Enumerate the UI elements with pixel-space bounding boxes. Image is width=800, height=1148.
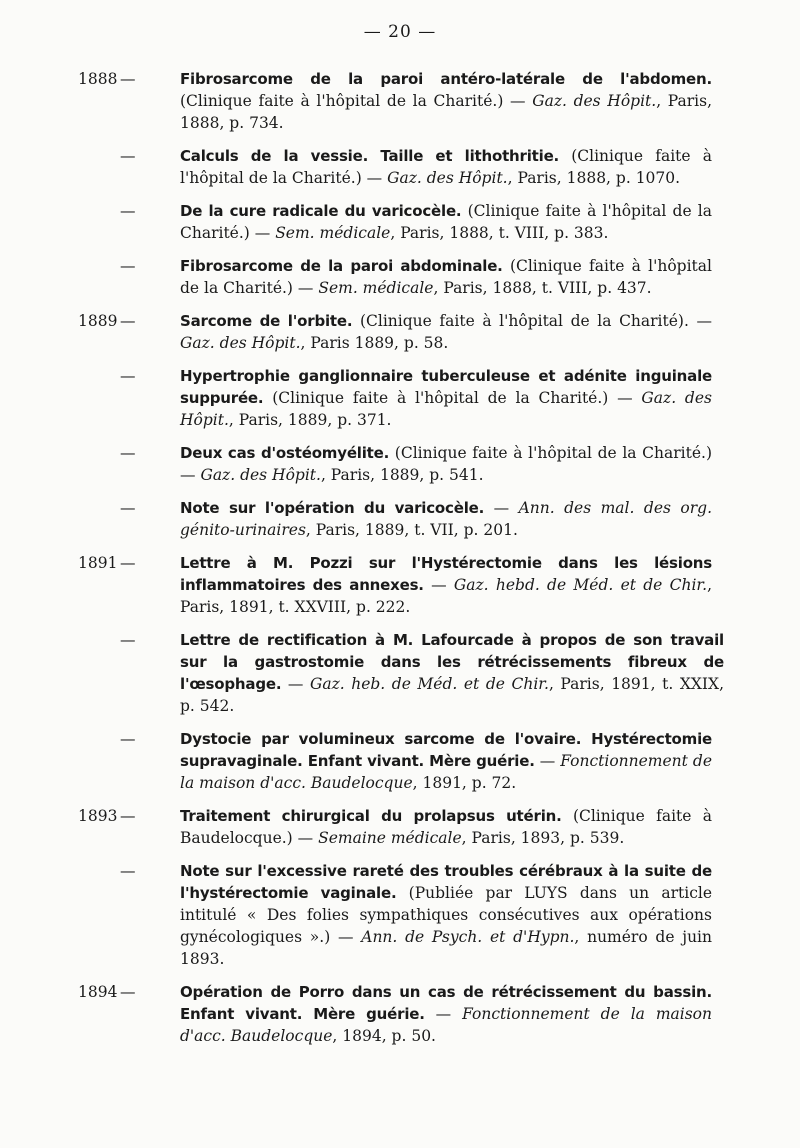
list-item <box>0 497 800 541</box>
entry-source: (Clinique faite à l'hôpital de la Charité.) — <box>180 92 533 110</box>
entry-dash: — <box>120 807 136 825</box>
entry-title: Dystocie par volumineux sarcome de l'ovaire. Hystérectomie supravaginale. Enfant vivant. Mère guérie. <box>180 730 712 770</box>
entry-title: De la cure radicale du varicocèle. <box>180 202 462 220</box>
entry-journal: Semaine médicale <box>318 829 462 847</box>
entry-dash: — <box>120 554 136 572</box>
entry-dash: — <box>120 862 136 880</box>
entry-title: Traitement chirurgical du prolapsus utérin. <box>180 807 562 825</box>
list-item <box>0 200 800 244</box>
entry-reference: , Paris, 1888, t. VIII, p. 383. <box>390 224 609 242</box>
list-item <box>0 981 800 1047</box>
entry-journal: Gaz. des Hôpit. <box>200 466 321 484</box>
entry-reference: , Paris, 1891, t. XXVIII, p. 222. <box>180 576 712 616</box>
entry-title: Note sur l'opération du varicocèle. <box>180 499 485 517</box>
entry-year: 1889 <box>78 312 118 330</box>
entry-journal: Gaz. des Hôpit. <box>532 92 657 110</box>
entry-source: (Clinique faite à Baudelocque.) — <box>180 807 712 847</box>
entry-journal: Fonctionnement de la maison d'acc. Baudelocque <box>180 752 712 792</box>
list-item <box>0 805 800 849</box>
entry-dash: — <box>120 983 136 1001</box>
list-item <box>0 629 800 717</box>
entry-title: Note sur l'excessive rareté des troubles cérébraux à la suite de l'hystérectomie vaginale. <box>180 862 712 902</box>
entry-reference: , Paris, 1893, p. 539. <box>461 829 625 847</box>
entry-reference: , Paris, 1889, p. 541. <box>320 466 484 484</box>
list-item <box>0 68 800 134</box>
entry-journal: Gaz. hebd. de Méd. et de Chir. <box>453 576 708 594</box>
entry-title: Deux cas d'ostéomyélite. <box>180 444 390 462</box>
list-item <box>0 145 800 189</box>
entry-reference: , Paris, 1888, p. 734. <box>180 92 713 132</box>
entry-year: 1891 <box>78 554 118 572</box>
entry-journal: Gaz. heb. de Méd. et de Chir. <box>309 675 549 693</box>
entry-dash: — <box>120 730 136 748</box>
entry-dash: — <box>120 257 136 275</box>
entry-journal: Gaz. des Hôpit. <box>180 334 301 352</box>
entry-journal: Sem. médicale <box>275 224 391 242</box>
entry-reference: , Paris, 1891, t. XXIX, p. 542. <box>180 675 724 715</box>
list-item <box>0 860 800 970</box>
entry-source: (Clinique faite à l'hôpital de la Charité.) — <box>180 202 712 242</box>
entry-source: — <box>287 675 310 693</box>
entry-source: (Clinique faite à l'hôpital de la Charité.) — <box>180 444 713 484</box>
entry-source: (Clinique faite à l'hôpital de la Charité.) — <box>180 257 712 297</box>
entry-reference: , 1894, p. 50. <box>332 1027 436 1045</box>
entry-dash: — <box>120 499 136 517</box>
entry-title: Fibrosarcome de la paroi abdominale. <box>180 257 503 275</box>
entry-dash: — <box>120 312 136 330</box>
entry-dash: — <box>120 202 136 220</box>
entry-title: Sarcome de l'orbite. <box>180 312 353 330</box>
entry-dash: — <box>120 631 136 649</box>
entry-title: Lettre à M. Pozzi sur l'Hystérectomie dans les lésions inflammatoires des annexes. <box>180 554 712 594</box>
entry-dash: — <box>120 444 136 462</box>
list-item <box>0 728 800 794</box>
entry-source: (Publiée par LUYS dans un article intitulé « Des folies sympathiques consécutives aux opérations gynécologiques ».) — <box>180 884 712 946</box>
entry-title: Fibrosarcome de la paroi antéro-latérale de l'abdomen. <box>180 70 712 88</box>
entry-title: Hypertrophie ganglionnaire tuberculeuse et adénite inguinale suppurée. <box>180 367 712 407</box>
entry-source: (Clinique faite à l'hôpital de la Charité.) — <box>272 389 642 407</box>
entry-source: (Clinique faite à l'hôpital de la Charité). — <box>359 312 712 330</box>
entry-reference: , numéro de juin 1893. <box>180 928 712 968</box>
list-item <box>0 442 800 486</box>
entry-source: — <box>431 576 454 594</box>
entry-journal: Ann. de Psych. et d'Hypn. <box>361 928 575 946</box>
list-item <box>0 310 800 354</box>
entry-title: Opération de Porro dans un cas de rétrécissement du bassin. Enfant vivant. Mère guérie. <box>180 983 712 1023</box>
entry-reference: , Paris 1889, p. 58. <box>300 334 449 352</box>
entry-dash: — <box>120 367 136 385</box>
entry-title: Lettre de rectification à M. Lafourcade à propos de son travail sur la gastrostomie dans les rétrécissements fibreux de l'œsophage. <box>180 631 724 693</box>
entry-reference: , Paris, 1888, t. VIII, p. 437. <box>433 279 652 297</box>
entry-year: 1888 <box>78 70 118 88</box>
entry-source: — <box>493 499 519 517</box>
entry-journal: Gaz. des Hôpit. <box>180 389 712 429</box>
page-number: — 20 — <box>363 22 437 42</box>
list-item <box>0 552 800 618</box>
entry-journal: Gaz. des Hôpit. <box>387 169 508 187</box>
bibliography-list <box>0 58 800 1058</box>
entry-reference: , Paris, 1889, t. VII, p. 201. <box>305 521 518 539</box>
entry-journal: Sem. médicale <box>318 279 434 297</box>
entry-source: — <box>539 752 561 770</box>
entry-dash: — <box>120 70 136 88</box>
entry-source: (Clinique faite à l'hôpital de la Charité.) — <box>180 147 712 187</box>
entry-year: 1893 <box>78 807 118 825</box>
entry-title: Calculs de la vessie. Taille et lithothritie. <box>180 147 560 165</box>
entry-source: — <box>435 1005 463 1023</box>
list-item <box>0 255 800 299</box>
entry-journal: Fonctionnement de la maison d'acc. Baudelocque <box>180 1005 712 1045</box>
entry-journal: Ann. des mal. des org. génito-urinaires <box>180 499 712 539</box>
list-item <box>0 365 800 431</box>
entry-year: 1894 <box>78 983 118 1001</box>
entry-reference: , 1891, p. 72. <box>412 774 517 792</box>
entry-dash: — <box>120 147 136 165</box>
entry-reference: , Paris, 1888, p. 1070. <box>507 169 681 187</box>
entry-reference: , Paris, 1889, p. 371. <box>228 411 392 429</box>
